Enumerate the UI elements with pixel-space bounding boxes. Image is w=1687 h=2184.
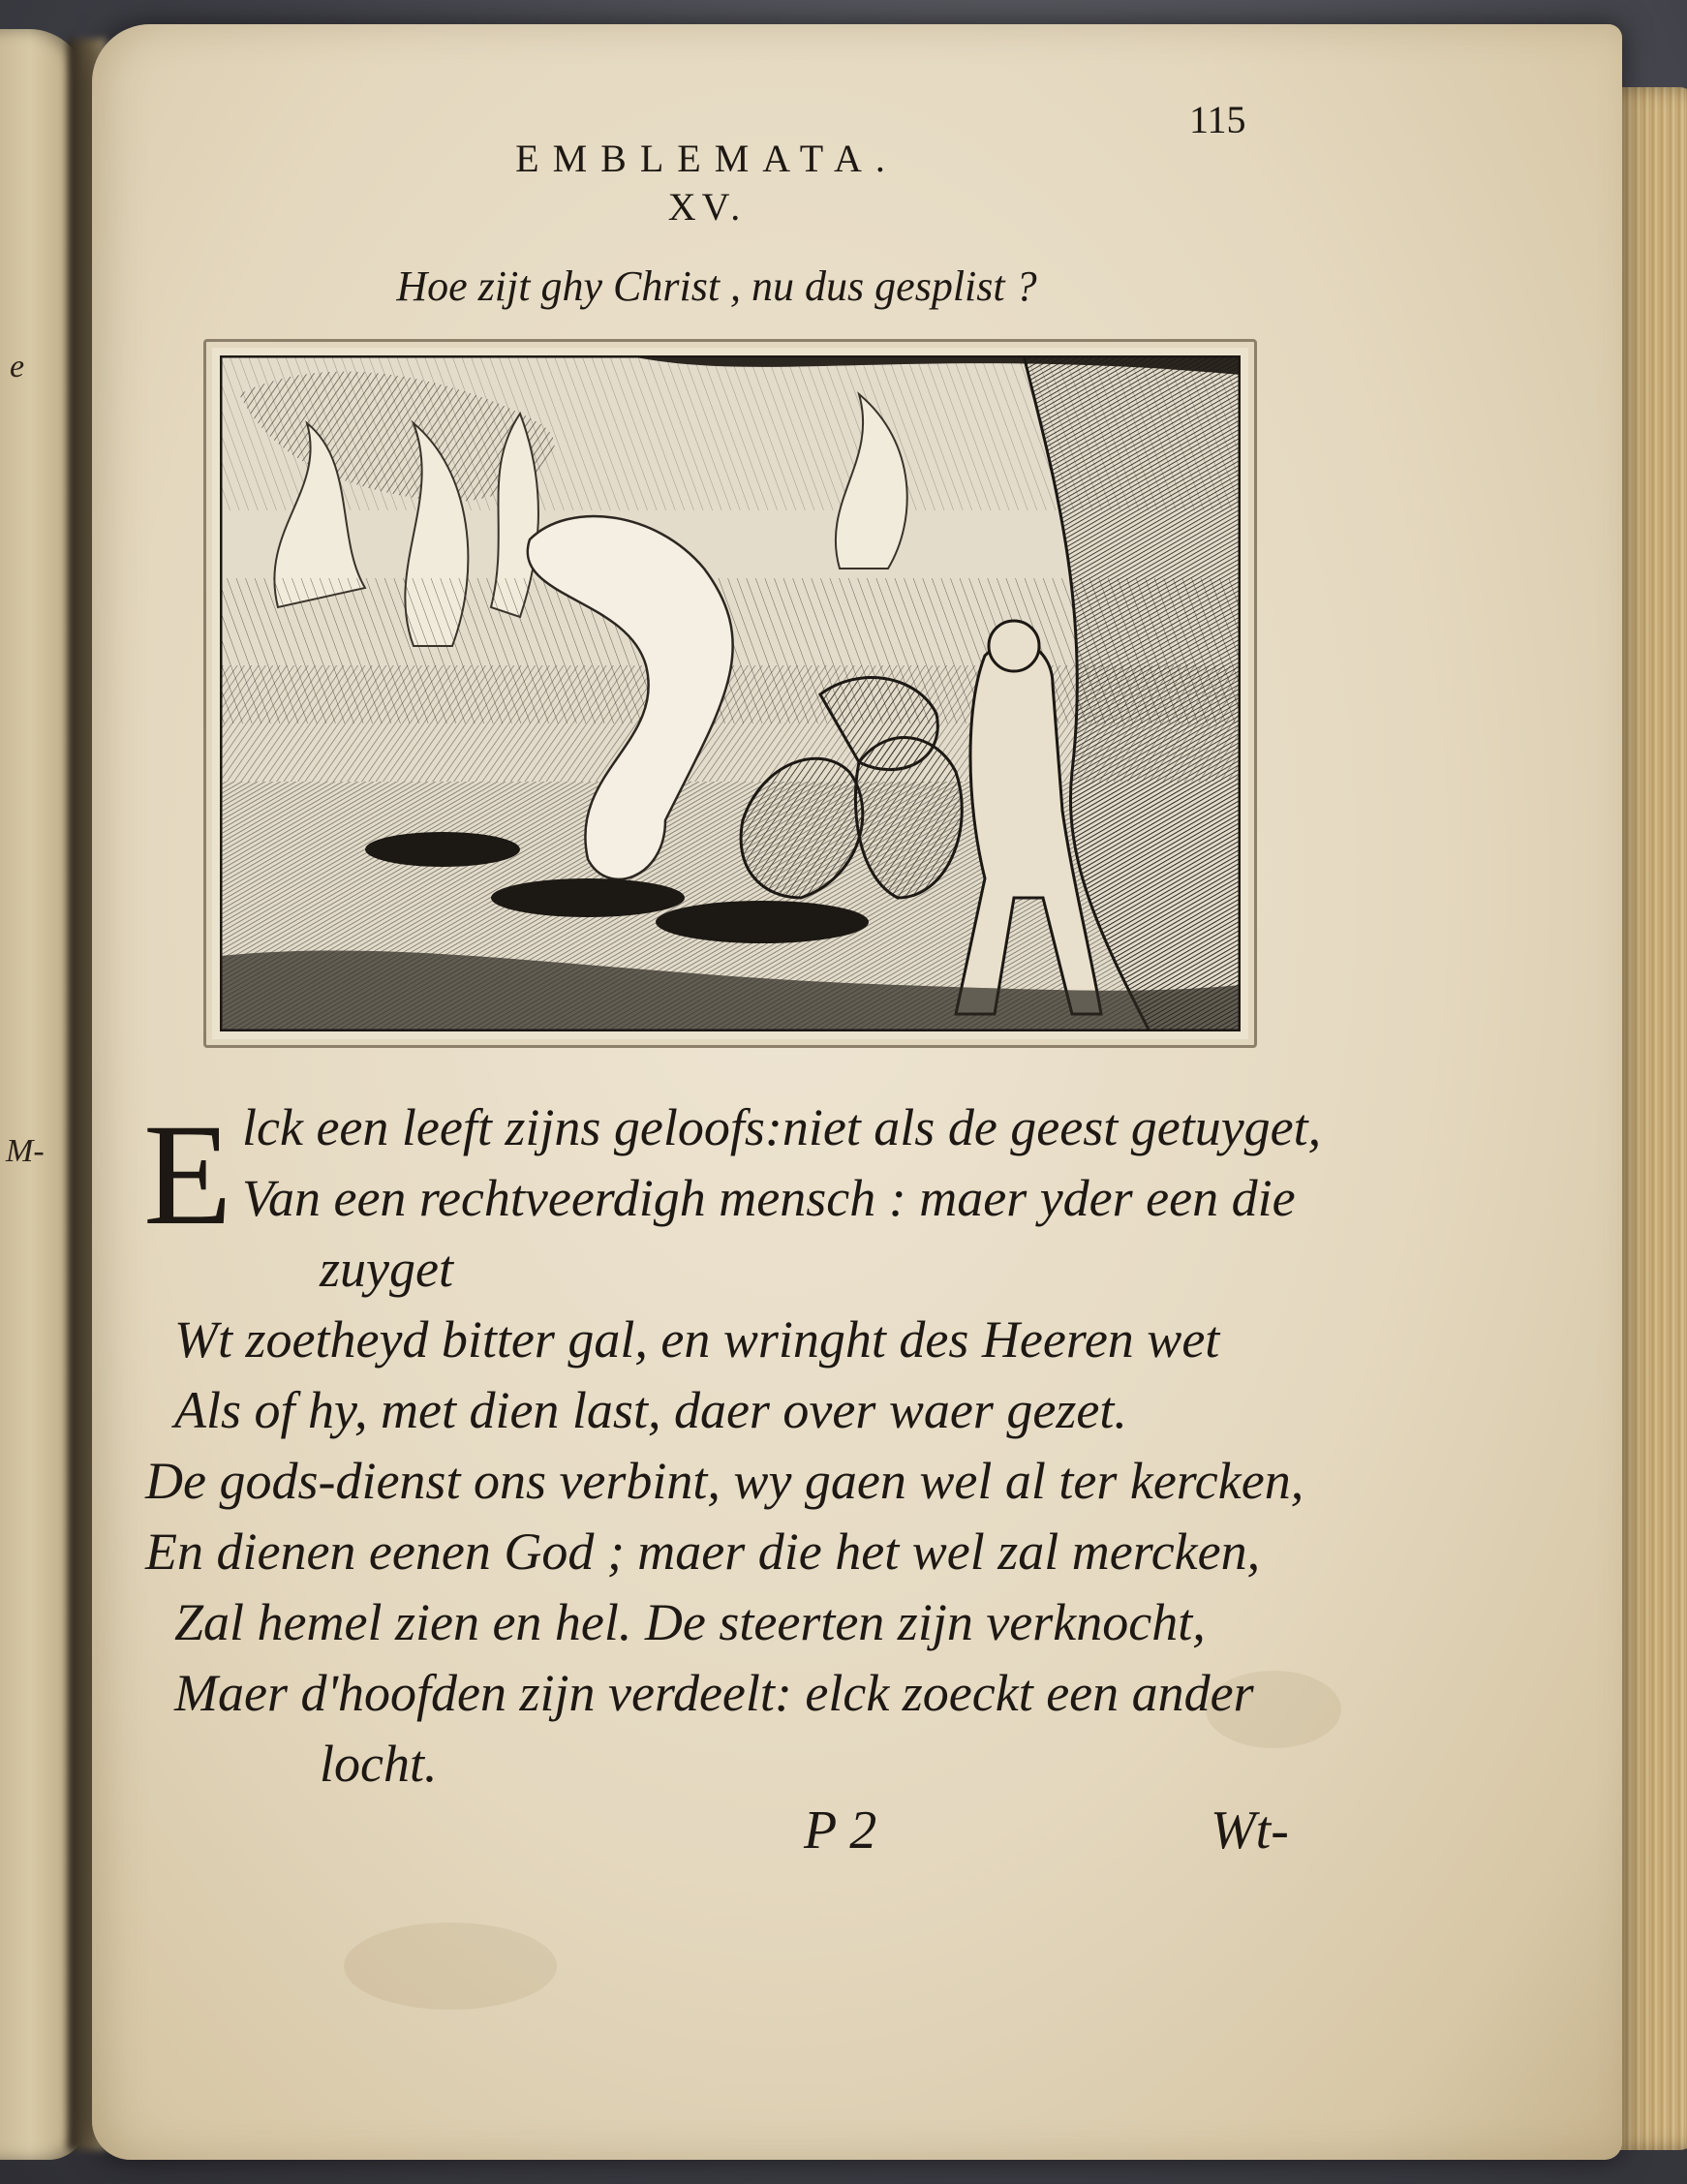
engraving-illustration xyxy=(220,355,1241,1031)
engraving-plate xyxy=(203,339,1257,1048)
left-page-fragment: e xyxy=(10,349,25,385)
catchword: Wt- xyxy=(1211,1800,1289,1861)
page-number: 115 xyxy=(1189,98,1246,141)
poem-line: Zal hemel zien en hel. De steerten zijn verknocht, xyxy=(174,1593,1206,1651)
poem-line: Wt zoetheyd bitter gal, en wringht des Heeren wet xyxy=(174,1310,1220,1369)
poem-line: zuyget xyxy=(320,1240,453,1298)
drop-cap-initial: E xyxy=(143,1094,232,1255)
fox-silhouette xyxy=(656,901,869,943)
fox-silhouette xyxy=(365,832,520,867)
emblem-motto: Hoe zijt ghy Christ , nu dus gesplist ? xyxy=(396,262,1037,310)
emblem-number: XV. xyxy=(667,185,747,229)
paper-stain xyxy=(344,1923,557,2010)
poem-line: locht. xyxy=(320,1735,438,1793)
section-title: EMBLEMATA. xyxy=(515,137,899,180)
standing-man-head xyxy=(989,621,1039,671)
poem-line: En dienen eenen God ; maer die het wel zal mercken, xyxy=(145,1523,1261,1581)
poem-line: Van een rechtveerdigh mensch : maer yder een die xyxy=(242,1169,1296,1227)
emblem-poem xyxy=(145,1092,1365,1799)
fox-silhouette xyxy=(491,878,685,917)
poem-line: Maer d'hoofden zijn verdeelt: elck zoeckt een ander xyxy=(174,1664,1254,1722)
poem-line: De gods-dienst ons verbint, wy gaen wel al ter kercken, xyxy=(145,1452,1304,1510)
signature-mark: P 2 xyxy=(804,1800,877,1861)
poem-line: lck een leeft zijns geloofs:niet als de geest getuyget, xyxy=(242,1098,1322,1156)
left-page-fragment: M- xyxy=(6,1133,45,1169)
poem-line: Als of hy, met dien last, daer over waer gezet. xyxy=(174,1381,1127,1439)
